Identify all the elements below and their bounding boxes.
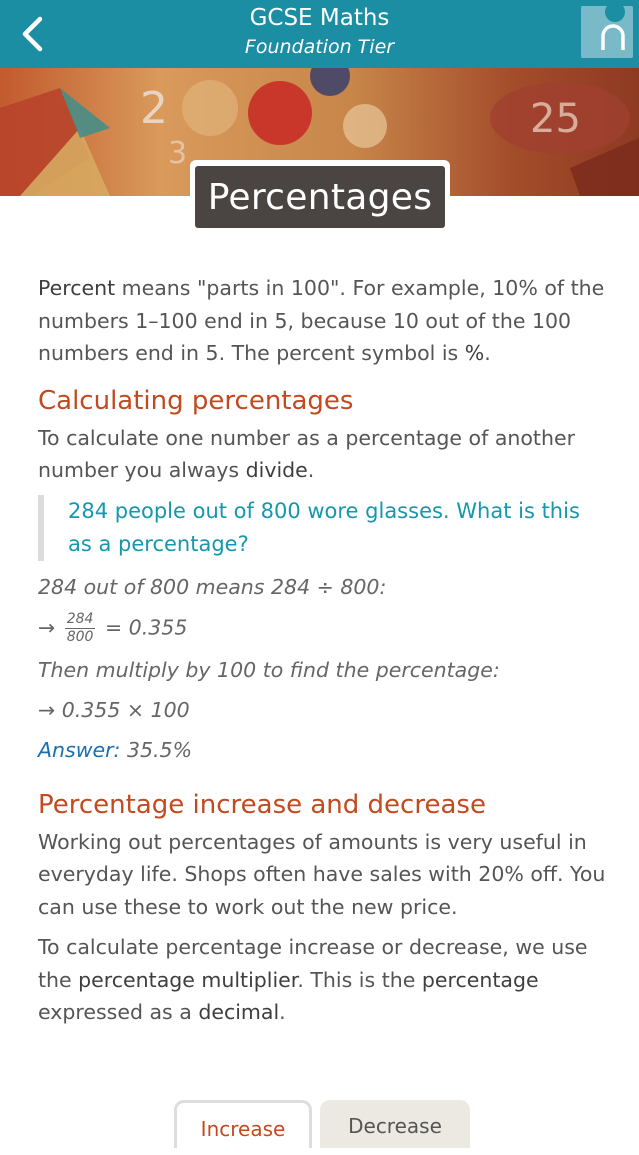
working-step-1: 284 out of 800 means 284 ÷ 800: xyxy=(38,574,387,599)
para2-text-a: To calculate percentage increase or decrease, we use the xyxy=(38,935,588,992)
intro-end: . xyxy=(484,341,491,365)
fraction xyxy=(65,611,96,646)
answer-label: Answer: xyxy=(38,737,121,762)
working-step-3: Then multiply by 100 to find the percentage: xyxy=(38,657,500,682)
tab-decrease[interactable]: Decrease xyxy=(320,1100,470,1148)
answer-line xyxy=(38,734,608,766)
para2-text-c: expressed as a xyxy=(38,1000,199,1024)
svg-text:2: 2 xyxy=(140,83,168,134)
fraction-numerator: 284 xyxy=(66,610,94,627)
tab-increase[interactable]: Increase xyxy=(174,1100,312,1148)
app-header xyxy=(0,0,639,68)
arrow-symbol: → xyxy=(38,615,56,639)
svg-text:25: 25 xyxy=(530,96,581,142)
example-question: 284 people out of 800 wore glasses. What is this as a percentage? xyxy=(38,495,608,561)
intro-text: means "parts in 100". For example, 10% of the numbers 1–100 end in 5, because 10 out of the 100 numbers end in 5. The percent symbol is xyxy=(38,276,605,365)
calc-keyword: divide xyxy=(245,458,308,482)
intro-term: Percent xyxy=(38,276,116,300)
app-logo-icon[interactable] xyxy=(581,6,633,58)
section-heading-increase-decrease: Percentage increase and decrease xyxy=(38,789,486,820)
calc-text: To calculate one number as a percentage of another number you always xyxy=(38,425,576,482)
fraction-denominator: 800 xyxy=(66,628,94,645)
fraction-result: = 0.355 xyxy=(104,615,188,639)
page-title-card xyxy=(190,160,450,232)
header-subtitle: Foundation Tier xyxy=(244,36,395,58)
keyword-percentage: percentage xyxy=(421,967,539,992)
increase-paragraph-2 xyxy=(38,931,608,1029)
working-step-2 xyxy=(38,611,608,646)
working-step-4: → 0.355 × 100 xyxy=(38,697,190,722)
calc-end: . xyxy=(307,458,315,482)
keyword-percentage-multiplier: percentage multiplier xyxy=(78,967,298,992)
lesson-content xyxy=(38,272,608,1037)
increase-paragraph-1: Working out percentages of amounts is very useful in everyday life. Shops often have sales with 20% off. You can use these to work out the new price. xyxy=(38,829,606,919)
page-title: Percentages xyxy=(195,166,445,228)
answer-value: 35.5% xyxy=(120,737,193,762)
calc-paragraph xyxy=(38,422,608,487)
para2-text-d: . xyxy=(279,1000,286,1024)
example-tabs xyxy=(174,1100,474,1140)
para2-text-b: . This is the xyxy=(297,967,422,992)
section-heading-calculating: Calculating percentages xyxy=(38,385,354,416)
keyword-decimal: decimal xyxy=(198,1000,280,1024)
percent-symbol: % xyxy=(464,341,485,365)
header-title: GCSE Maths xyxy=(249,5,390,31)
intro-paragraph xyxy=(38,272,608,370)
svg-text:3: 3 xyxy=(168,136,188,171)
